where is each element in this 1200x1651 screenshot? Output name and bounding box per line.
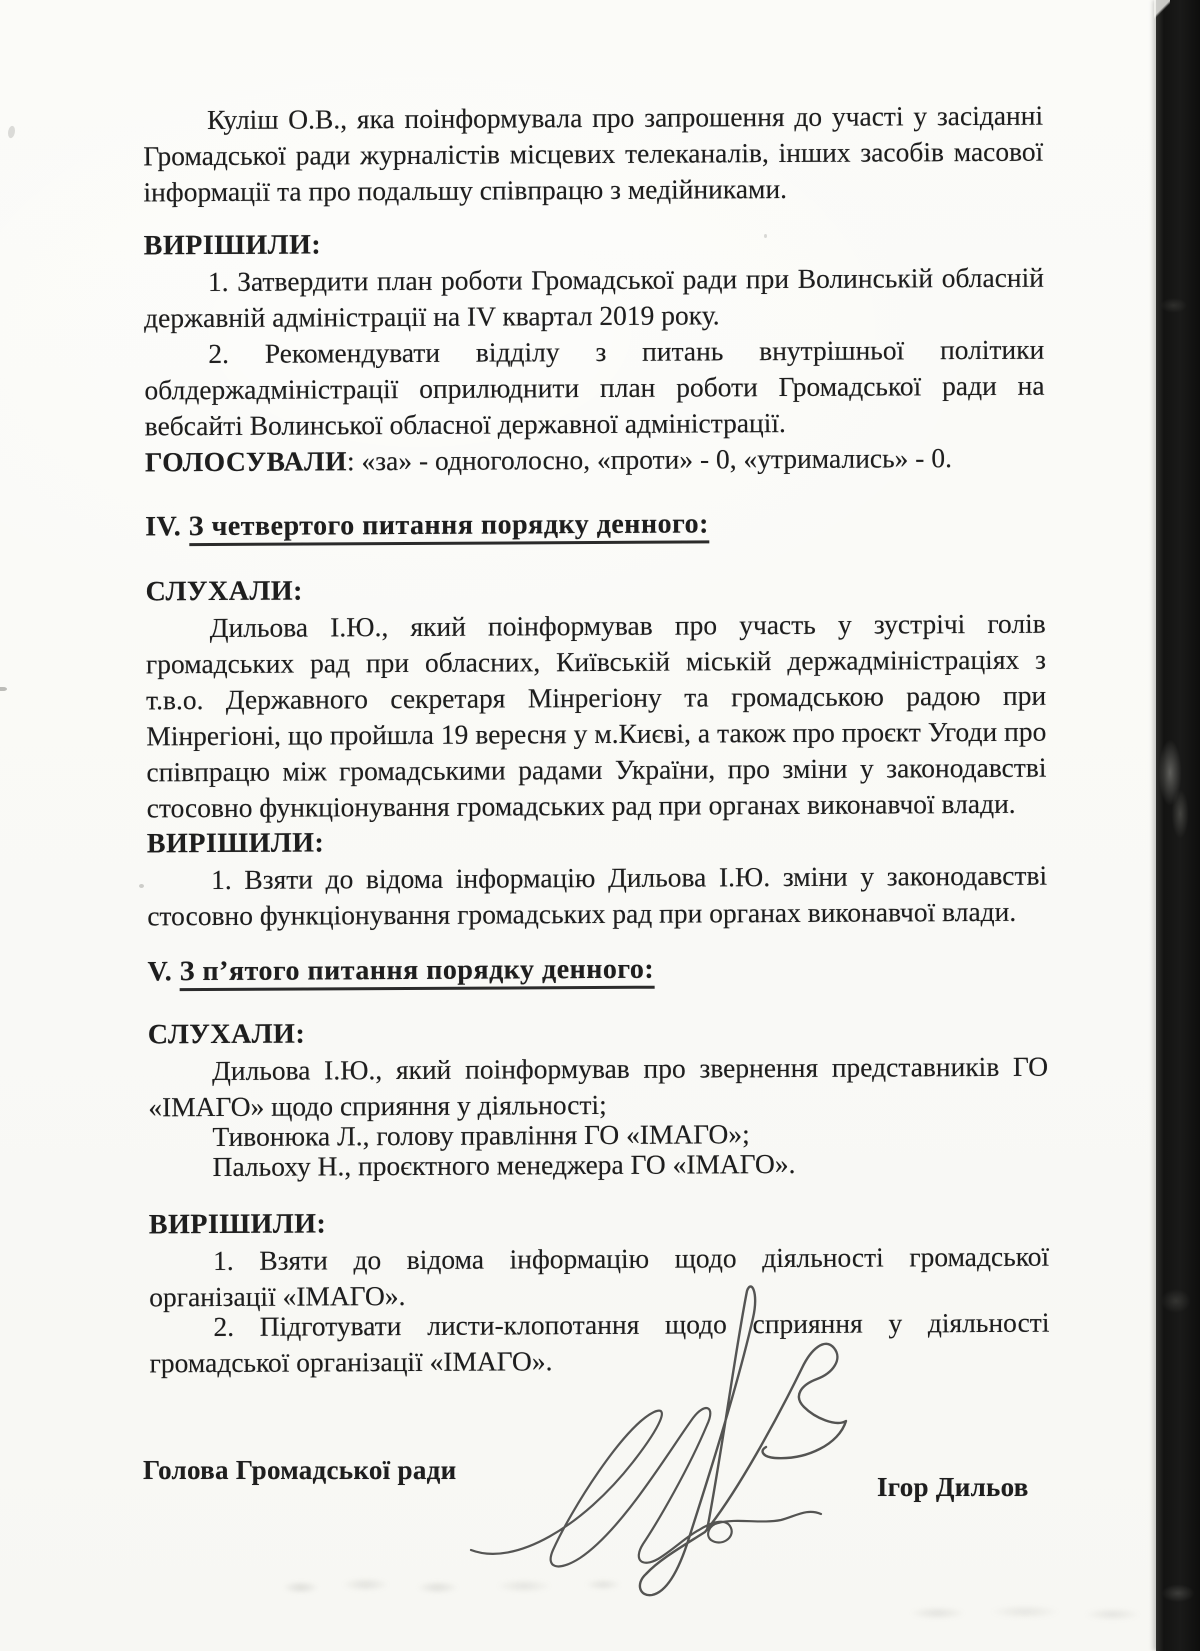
scan-speck — [0, 687, 7, 691]
intro-paragraph: Куліш О.В., яка поінформувала про запрошення до участі у засіданні Громадської ради журналістів місцевих телеканалів, інших засобів масової інформації та про подальшу співпрацю з медійниками. — [143, 99, 1044, 208]
speaker-1: Дильова І.Ю., який поінформував про звернення представників ГО «ІМАГО» щодо сприяння у діяльності; — [148, 1050, 1049, 1123]
speaker-3: Пальоху Н., проєктного менеджера ГО «ІМАГО». — [212, 1147, 796, 1183]
agenda-heading-4 — [145, 505, 1045, 546]
scan-speck — [139, 884, 144, 888]
handwritten-signature — [455, 1278, 855, 1608]
signer-title: Голова Громадської ради — [143, 1455, 457, 1485]
heard-heading-5: СЛУХАЛИ: — [147, 1018, 306, 1051]
vote-label: ГОЛОСУВАЛИ — [144, 445, 348, 478]
scan-speck — [8, 125, 15, 140]
agenda-numeral-4: IV. — [145, 511, 182, 543]
scanner-band-notch — [1154, 0, 1170, 20]
bleed-through-smudge — [900, 1600, 1150, 1626]
resolved-heading-3: ВИРІШИЛИ: — [148, 1208, 327, 1241]
decision-2-paragraph-5: 2. Підготувати листи-клопотання щодо сприяння у діяльності громадської організації «ІМАГО». — [149, 1306, 1050, 1379]
vote-text: : «за» - одноголосно, «проти» - 0, «утримались» - 0. — [346, 442, 952, 477]
agenda-numeral-5: V. — [147, 956, 173, 988]
scanner-edge-band — [1156, 0, 1200, 1651]
agenda-heading-5 — [147, 950, 1047, 991]
scan-speck — [764, 234, 767, 238]
signer-name: Ігор Дильов — [877, 1472, 1029, 1502]
agenda-title-4: З четвертого питання порядку денного: — [189, 508, 709, 546]
vote-result-line — [145, 440, 1045, 481]
agenda-title-5: З п’ятого питання порядку денного: — [180, 954, 655, 991]
speech-paragraph-4: Дильова І.Ю., який поінформував про участь у зустрічі голів громадських рад при обласних, Київській міській держадміністраціях з т.в.о. Державного секретаря Мінрегіону та громадською радою при Мінрегіоні, що пройшла 19 вересня у м.Києві, а також про проєкт Угоди про співпрацю між громадськими радами України, про зміни у законодавстві стосовно функціонування громадських рад при органах виконавчої влади. — [145, 607, 1047, 824]
speaker-2: Тивонюка Л., голову правління ГО «ІМАГО»; — [212, 1118, 750, 1153]
document-body — [143, 98, 1050, 1382]
heard-heading-4: СЛУХАЛИ: — [145, 575, 303, 608]
resolved-item-1: 1. Затвердити план роботи Громадської ради при Волинській обласній державній адміністрації на IV квартал 2019 року. — [144, 261, 1045, 334]
resolved-item-2: 2. Рекомендувати відділу з питань внутрішньої політики облдержадміністрації оприлюднити план роботи Громадської ради на вебсайті Волинської обласної державної адміністрації. — [144, 333, 1045, 442]
decision-paragraph-4: 1. Взяти до відома інформацію Дильова І.Ю. зміни у законодавстві стосовно функціонування громадських рад при органах виконавчої влади. — [147, 859, 1048, 932]
decision-1-paragraph-5: 1. Взяти до відома інформацію щодо діяльності громадської організації «ІМАГО». — [149, 1240, 1050, 1313]
signature-strokes — [455, 1278, 855, 1608]
resolved-heading-2: ВИРІШИЛИ: — [146, 827, 325, 860]
resolved-heading-1: ВИРІШИЛИ: — [143, 229, 322, 262]
